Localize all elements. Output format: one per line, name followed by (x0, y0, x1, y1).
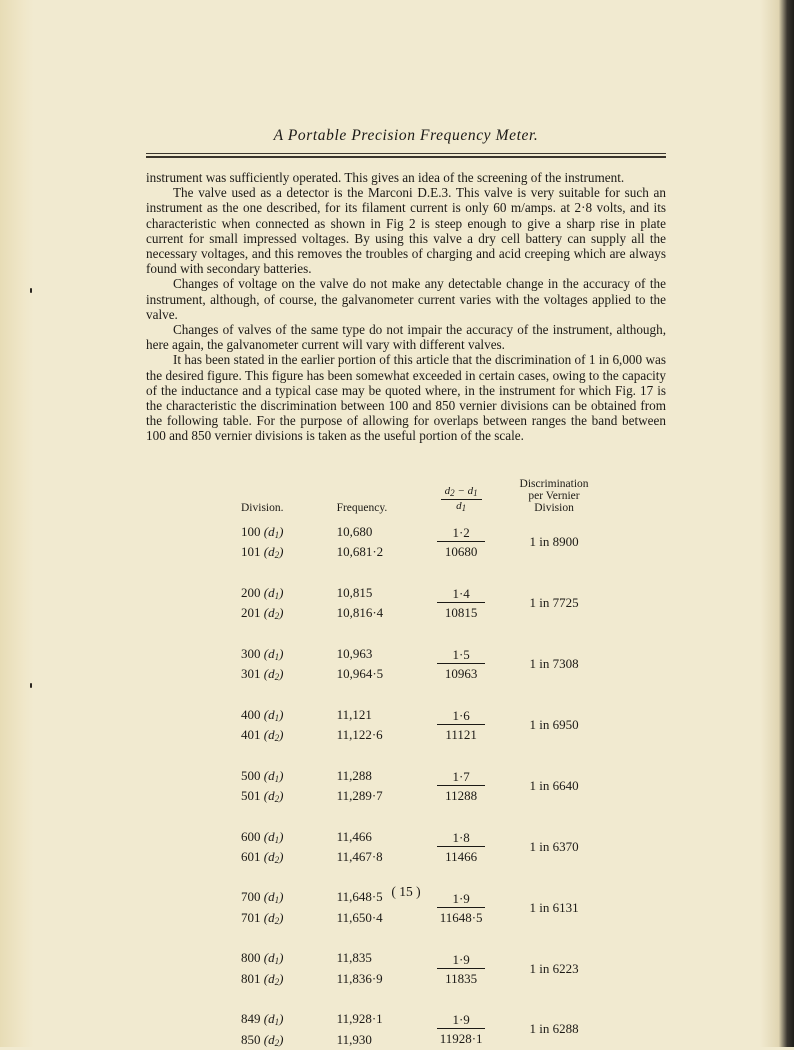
column-header-discrimination (499, 478, 609, 522)
division-value: 201 (241, 605, 261, 621)
frequency-cell: 11,467·8 (336, 848, 383, 864)
division-value: 100 (241, 524, 261, 540)
d1-label: $(d_1)$ (263, 767, 284, 784)
frequency-cell: 11,466 (336, 828, 372, 844)
paragraph: Changes of valves of the same type do not impair the accuracy of the instrument, although, here again, the galvanometer current will vary with different valves. (146, 322, 666, 353)
frequency-cell: 11,648·5 (336, 889, 383, 905)
body-text (146, 170, 666, 444)
division-cell (229, 847, 327, 867)
ratio-cell (423, 948, 499, 989)
page-number: ( 15 ) (391, 884, 421, 899)
table-row (229, 522, 609, 542)
ratio-denominator: 11648·5 (439, 909, 483, 925)
frequency-cell: 11,122·6 (336, 727, 383, 743)
ratio-numerator: 1·4 (437, 586, 485, 603)
d2-label: $(d_2)$ (263, 666, 284, 683)
division-value: 401 (241, 727, 261, 743)
column-header-division: Division. (241, 502, 284, 514)
division-value: 300 (241, 645, 261, 661)
frequency-cell: 11,288 (336, 767, 372, 783)
discrimination-cell: 1 in 8900 (529, 534, 579, 550)
d1-label: $(d_1)$ (263, 585, 284, 602)
frequency-cell: 11,928·1 (336, 1011, 383, 1027)
division-value: 600 (241, 828, 261, 844)
d2-label: $(d_2)$ (263, 909, 284, 926)
ratio-denominator: 11928·1 (439, 1031, 483, 1047)
d2-label: $(d_2)$ (263, 848, 284, 865)
division-cell (229, 522, 327, 542)
discrimination-header-line: per Vernier (528, 490, 580, 502)
division-cell (229, 908, 327, 928)
ratio-denominator: 10963 (444, 666, 478, 682)
d2-label: $(d_2)$ (263, 727, 284, 744)
ratio-denominator: 10680 (444, 544, 478, 560)
discrimination-table (229, 478, 609, 1050)
division-value: 850 (241, 1031, 261, 1047)
division-cell (229, 644, 327, 664)
division-cell (229, 542, 327, 562)
frequency-cell: 11,930 (336, 1031, 372, 1047)
table-row (229, 826, 609, 846)
division-cell (229, 786, 327, 806)
frequency-cell: 10,681·2 (336, 544, 384, 560)
ratio-numerator: 1·9 (437, 891, 485, 908)
row-spacer (229, 745, 609, 765)
frequency-cell: 11,289·7 (336, 788, 383, 803)
d1-label: $(d_1)$ (263, 889, 284, 906)
ratio-cell (423, 766, 499, 807)
table-row (229, 644, 609, 664)
table-row (229, 583, 609, 603)
header-rule-thick (146, 156, 666, 158)
division-cell (229, 583, 327, 603)
paragraph: It has been stated in the earlier portion of this article that the discrimination of 1 in 6,000 was the desired figure. This figure has been somewhat exceeded in certain cases, owing to the capacity of the inductance and a typical case may be quoted where, in the instrument for which Fig. 17 is the characteristic the discrimination between 100 and 850 vernier divisions can be obtained from the following table. For the purpose of allowing for overlaps between ranges the band between 100 and 850 vernier divisions is taken as the useful portion of the scale. (146, 352, 666, 444)
d2-label: $(d_2)$ (263, 544, 284, 561)
ratio-denominator: 11835 (445, 970, 478, 986)
table-body (229, 522, 609, 1050)
header-rule-thin (146, 153, 666, 154)
division-cell (229, 664, 327, 684)
ratio-denominator: 11121 (445, 726, 477, 742)
discrimination-cell: 1 in 6640 (529, 777, 579, 793)
division-value: 700 (241, 889, 261, 905)
table-row (229, 1009, 609, 1029)
row-spacer (229, 563, 609, 583)
discrimination-cell: 1 in 7308 (529, 656, 579, 672)
discrimination-cell: 1 in 6131 (529, 899, 579, 915)
formula-numerator: $d_2 - d_1$ (441, 485, 482, 500)
frequency-cell: 10,680 (336, 524, 373, 540)
table-row (229, 705, 609, 725)
division-value: 701 (241, 909, 261, 925)
division-cell (229, 766, 327, 786)
division-cell (229, 969, 327, 989)
d2-label: $(d_2)$ (263, 1031, 284, 1048)
division-value: 301 (241, 666, 261, 682)
d2-label: $(d_2)$ (263, 605, 284, 622)
ratio-denominator: 10815 (444, 605, 478, 621)
table-row (229, 948, 609, 968)
division-value: 800 (241, 950, 261, 966)
frequency-cell: 11,650·4 (336, 909, 383, 925)
frequency-cell: 10,964·5 (336, 666, 384, 682)
d1-label: $(d_1)$ (263, 950, 284, 967)
discrimination-header-line: Division (534, 502, 574, 514)
margin-mark (30, 288, 32, 293)
ratio-cell (423, 583, 499, 624)
page-right-edge (760, 0, 794, 1047)
page-gutter-shadow (0, 0, 34, 1047)
d2-label: $(d_2)$ (263, 970, 284, 987)
division-value: 849 (241, 1011, 261, 1027)
division-value: 400 (241, 706, 261, 722)
division-cell (229, 826, 327, 846)
division-value: 601 (241, 848, 261, 864)
division-value: 501 (241, 788, 261, 803)
d1-label: $(d_1)$ (263, 524, 284, 541)
row-spacer (229, 623, 609, 643)
d2-label: $(d_2)$ (263, 788, 284, 804)
division-value: 200 (241, 585, 261, 601)
division-cell (229, 705, 327, 725)
row-spacer (229, 928, 609, 948)
discrimination-cell: 1 in 7725 (529, 595, 579, 611)
margin-mark (30, 683, 32, 688)
division-value: 801 (241, 970, 261, 986)
ratio-cell (423, 644, 499, 685)
division-cell (229, 948, 327, 968)
d1-label: $(d_1)$ (263, 828, 284, 845)
frequency-cell: 11,835 (336, 950, 372, 966)
d1-label: $(d_1)$ (263, 706, 284, 723)
row-spacer (229, 989, 609, 1009)
d1-label: $(d_1)$ (263, 645, 284, 662)
d1-label: $(d_1)$ (263, 1011, 284, 1028)
division-cell (229, 725, 327, 745)
division-cell (229, 603, 327, 623)
running-head-title: A Portable Precision Frequency Meter. (273, 127, 539, 144)
discrimination-cell: 1 in 6950 (529, 716, 579, 732)
row-spacer (229, 684, 609, 704)
paragraph: The valve used as a detector is the Marconi D.E.3. This valve is very suitable for such an instrument as the one described, for its filament current is only 60 m/amps. at 2·8 volts, and its characteristic when connected as shown in Fig 2 is steep enough to give a sharp rise in plate current for small impressed voltages. By using this valve a dry cell battery can supply all the necessary voltages, and this removes the troubles of charging and acid creeping which are always found with secondary batteries. (146, 185, 666, 277)
frequency-cell: 10,816·4 (336, 605, 384, 621)
division-cell (229, 1009, 327, 1029)
ratio-numerator: 1·8 (437, 830, 485, 847)
ratio-numerator: 1·7 (437, 769, 485, 786)
frequency-cell: 10,815 (336, 585, 373, 601)
discrimination-cell: 1 in 6288 (529, 1021, 579, 1037)
column-header-frequency: Frequency. (336, 502, 388, 514)
ratio-numerator: 1·9 (437, 952, 485, 969)
document-page (34, 0, 760, 1047)
discrimination-cell: 1 in 6223 (529, 960, 579, 976)
frequency-cell: 11,836·9 (336, 970, 383, 986)
formula-denominator: $d_1$ (456, 500, 467, 513)
division-value: 500 (241, 767, 261, 783)
ratio-numerator: 1·6 (437, 708, 485, 725)
discrimination-header-line: Discrimination (519, 478, 589, 490)
row-spacer (229, 806, 609, 826)
discrimination-cell: 1 in 6370 (529, 838, 579, 854)
paragraph: Changes of voltage on the valve do not make any detectable change in the accuracy of the instrument, although, of course, the galvanometer current varies with the voltages applied to the valve. (146, 276, 666, 322)
ratio-numerator: 1·2 (437, 525, 485, 542)
column-header-formula (423, 478, 499, 522)
ratio-denominator: 11288 (445, 787, 478, 803)
frequency-cell: 10,963 (336, 645, 373, 661)
frequency-cell: 11,121 (336, 706, 372, 722)
ratio-denominator: 11466 (445, 848, 478, 864)
ratio-cell (423, 705, 499, 746)
ratio-numerator: 1·9 (437, 1012, 485, 1029)
ratio-cell (423, 826, 499, 867)
ratio-numerator: 1·5 (437, 647, 485, 664)
division-value: 101 (241, 544, 261, 560)
ratio-cell (423, 522, 499, 563)
table-row (229, 766, 609, 786)
paragraph: instrument was sufficiently operated. This gives an idea of the screening of the instrument. (146, 170, 625, 185)
ratio-cell (423, 1009, 499, 1050)
table-header-row (229, 478, 609, 522)
